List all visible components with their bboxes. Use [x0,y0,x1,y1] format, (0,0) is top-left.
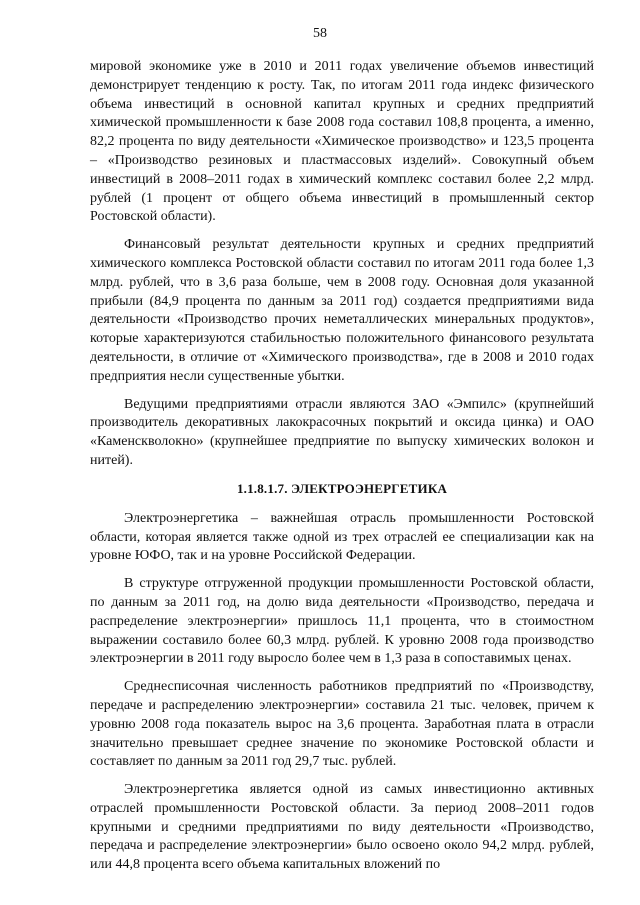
paragraph-shipped-products-structure: В структуре отгруженной продукции промышленности Ростовской области, по данным за 2011 год, на долю вида деятельности «Производство, передача и распределение электроэнергии» пришлось 11,1 процента, что в стоимостном выражении составило более 60,3 млрд. рублей. К уровню 2008 года производство электроэнергии в 2011 году выросло более чем в 1,3 раза в сопоставимых ценах. [90,576,594,667]
page-content [90,58,594,884]
paragraph-investment-activity: Электроэнергетика является одной из самых инвестиционно активных отраслей промышленности Ростовской области. За период 2008–2011 годов крупными и средними предприятиями по виду деятельности «Производство, передача и распределение электроэнергии» было освоено около 94,2 млрд. рублей, или 44,8 процента всего объема капитальных вложений по [90,782,594,873]
paragraph-investment-continuation: мировой экономике уже в 2010 и 2011 годах увеличение объемов инвестиций демонстрирует тенденцию к росту. Так, по итогам 2011 года индекс физического объема инвестиций в основной капитал крупных и средних предприятий химической промышленности к базе 2008 года составил 108,8 процента, а именно, 82,2 процента по виду деятельности «Химическое производство» и 123,5 процента – «Производство резиновых и пластмассовых изделий». Совокупный объем инвестиций в 2008–2011 годах в химический комплекс составил более 2,2 млрд. рублей (1 процент от общего объема инвестиций в промышленный сектор Ростовской области). [90,59,594,225]
paragraph-leading-enterprises: Ведущими предприятиями отрасли являются ЗАО «Эмпилс» (крупнейший производитель декоративных лакокрасочных покрытий и оксида цинка) и ОАО «Каменскволокно» (крупнейшее предприятие по выпуску химических волокон и нитей). [90,396,594,468]
paragraph-electric-power-intro: Электроэнергетика – важнейшая отрасль промышленности Ростовской области, которая является также одной из трех отраслей ее специализации как на уровне ЮФО, так и на уровне Российской Федерации. [90,510,594,564]
paragraph-financial-result: Финансовый результат деятельности крупных и средних предприятий химического комплекса Ростовской области составил по итогам 2011 года более 1,3 млрд. рублей, что в 3,6 раза больше, чем в 2008 году. Основная доля указанной прибыли (84,9 процента по данным за 2011 год) создается предприятиями вида деятельности «Производство прочих неметаллических минеральных продуктов», которые характеризуются стабильностью положительного финансового результата деятельности, в отличие от «Химического производства», где в 2008 и 2010 годах предприятия несли существенные убытки. [90,237,594,384]
section-heading: 1.1.8.1.7. ЭЛЕКТРОЭНЕРГЕТИКА [236,480,448,496]
page-number: 58 [313,26,327,41]
paragraph-workforce-and-wages: Среднесписочная численность работников предприятий по «Производству, передаче и распределению электроэнергии» составила 21 тыс. человек, причем к уровню 2008 года показатель вырос на 3,6 процента. Заработная плата в отрасли значительно превышает среднее значение по экономике Ростовской области и составляет по данным за 2011 год 29,7 тыс. рублей. [90,679,594,770]
